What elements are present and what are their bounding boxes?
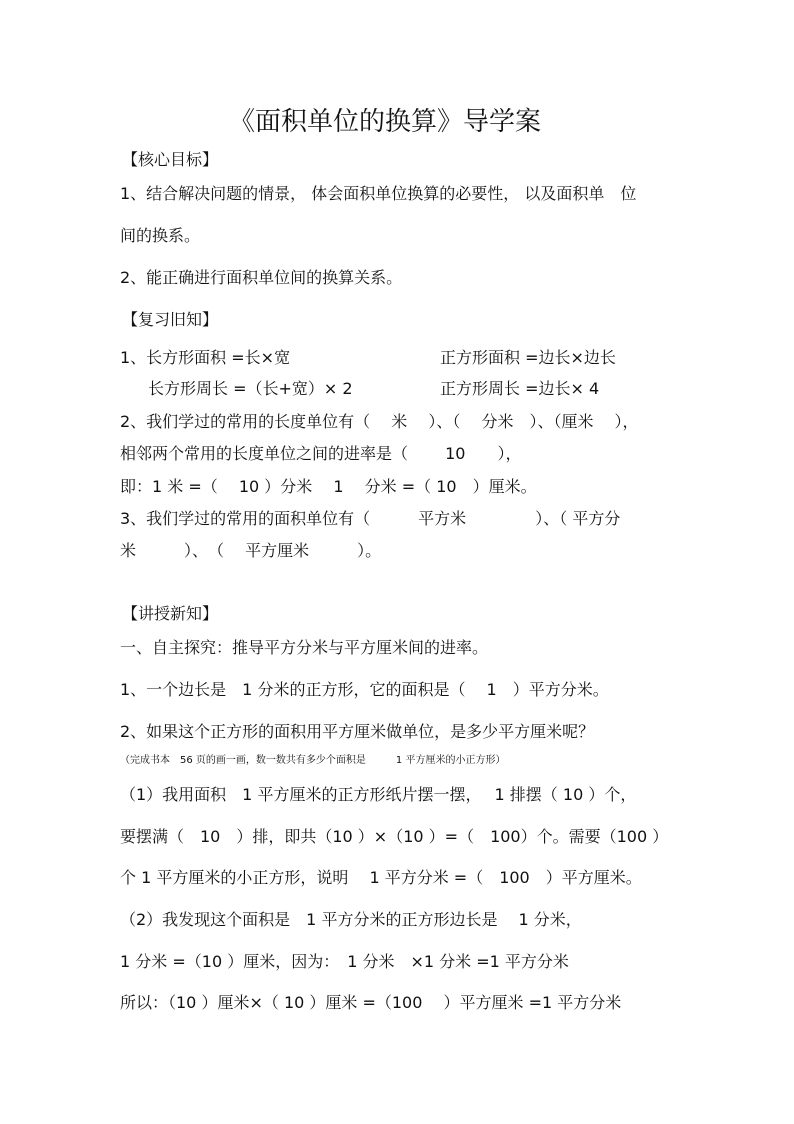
page-title: 《面积单位的换算》导学案 [229,107,542,137]
section-heading-review: 【复习旧知】 [122,310,219,329]
goal-line-3: 2、能正确进行面积单位间的换算关系。 [120,268,403,287]
section-heading-new: 【讲授新知】 [122,604,219,623]
new-line-7: （2）我发现这个面积是 1 平方分米的正方形边长是 1 分米， [120,910,582,929]
goal-line-2: 间的换系。 [120,226,201,245]
new-line-1: 一、自主探究：推导平方分米与平方厘米间的进率。 [120,638,489,657]
review-line-5: 米 ）、 （ 平方厘米 ）。 [120,541,382,560]
new-line-6: 个 1 平方厘米的小正方形，说明 1 平方分米 =（ 100 ）平方厘米。 [120,868,642,887]
goal-line-1: 1、结合解决问题的情景， 体会面积单位换算的必要性， 以及面积单 位 [120,184,637,203]
new-line-4: （1）我用面积 1 平方厘米的正方形纸片摆一摆， 1 排摆（ 10 ）个， [120,785,637,804]
formula-rect-perimeter: 长方形周长 =（长+宽）× 2 [148,379,353,398]
new-line-3: 2、如果这个正方形的面积用平方厘米做单位，是多少平方厘米呢？ [120,722,595,741]
formula-square-area: 正方形面积 =边长×边长 [440,348,616,367]
formula-rect-area: 1、长方形面积 =长×宽 [120,348,291,367]
review-line-1: 2、我们学过的常用的长度单位有（ 米 ）、（ 分米 ）、（厘米 ）， [120,412,639,431]
new-line-5: 要摆满（ 10 ）排，即共（10 ）×（10 ）=（ 100）个。需要（100 ） [120,827,669,846]
formula-square-perimeter: 正方形周长 =边长× 4 [440,379,600,398]
review-line-3: 即：1 米 =（ 10 ）分米 1 分米 =（ 10 ）厘米。 [120,477,537,496]
new-line-8: 1 分米 =（10 ）厘米，因为： 1 分米 ×1 分米 =1 平方分米 [120,952,569,971]
new-line-9: 所以：（10 ）厘米×（ 10 ）厘米 =（100 ）平方厘米 =1 平方分米 [120,993,622,1012]
section-heading-goals: 【核心目标】 [122,150,219,169]
review-line-4: 3、我们学过的常用的面积单位有（ 平方米 ）、（ 平方分 [120,509,621,528]
new-line-2: 1、一个边长是 1 分米的正方形，它的面积是（ 1 ）平方分米。 [120,680,609,699]
review-line-2: 相邻两个常用的长度单位之间的进率是（ 10 ）， [120,444,522,463]
textbook-note: （完成书本 56 页的画一画，数一数共有多少个面积是 1 平方厘米的小正方形） [120,755,506,766]
